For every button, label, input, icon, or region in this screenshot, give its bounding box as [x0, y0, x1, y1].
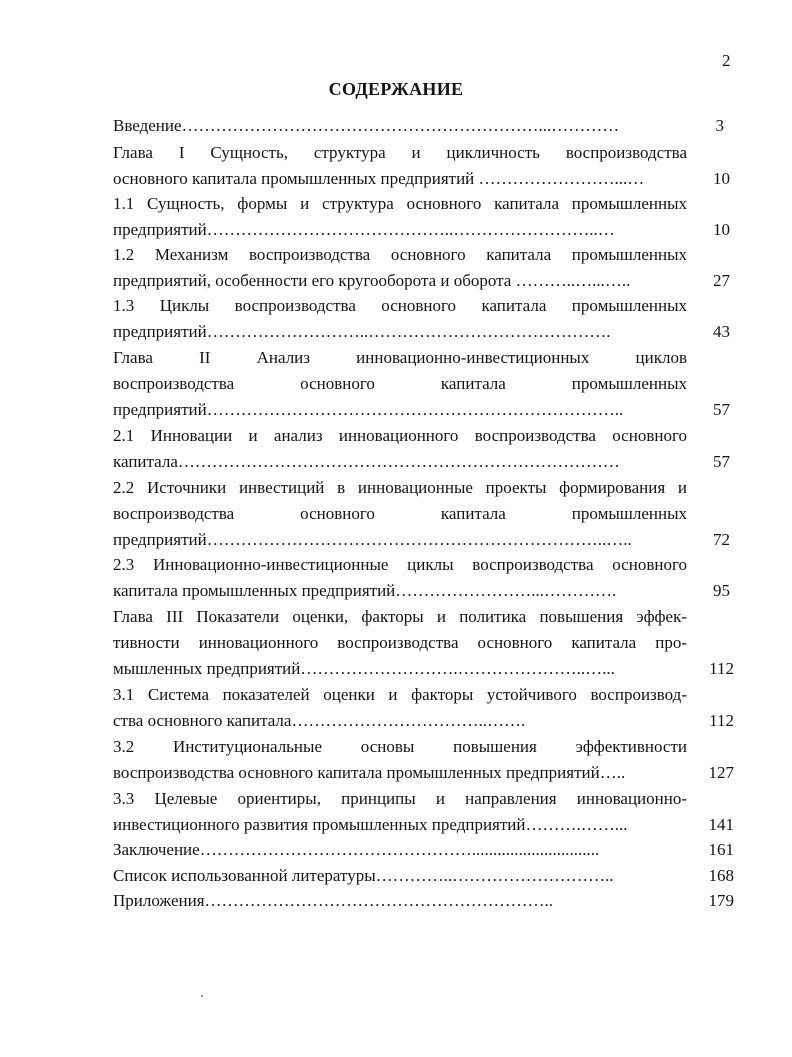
toc-entry-line: Введение………………………………………………………...………… — [113, 116, 620, 135]
toc-entry-line: предприятий……………………………………………………………..….. — [113, 530, 632, 549]
toc-entry-line: 1.1 Сущность, формы и структура основного капитала промышленных — [113, 194, 687, 213]
toc-entry-line: предприятий……………………………………..……………………..… — [113, 220, 615, 239]
toc-entry-page: 57 — [713, 452, 730, 471]
toc-entry-line: капитала…………………………………………………………………… — [113, 452, 620, 471]
toc-entry-line: Заключение………………………………………….............................. — [113, 840, 600, 859]
toc-entry-page: 3 — [715, 116, 724, 135]
toc-entry-line: предприятий, особенности его кругооборота и оборота ………..…...….. — [113, 271, 631, 290]
toc-entry-page: 127 — [708, 763, 734, 782]
toc-entry-line: Глава I Сущность, структура и цикличность воспроизводства — [113, 143, 687, 162]
toc-entry-line: 1.3 Циклы воспроизводства основного капитала промышленных — [113, 296, 687, 315]
toc-entry-line: 1.2 Механизм воспроизводства основного капитала промышленных — [113, 245, 687, 264]
toc-entry-line: воспроизводства основного капитала промышленных — [113, 374, 687, 393]
toc-entry-line: воспроизводства основного капитала промышленных — [113, 504, 687, 523]
toc-entry-line: воспроизводства основного капитала промышленных предприятий….. — [113, 763, 626, 782]
toc-entry-line: Список использованной литературы…………..……………………….. — [113, 866, 614, 885]
toc-entry-page: 43 — [713, 322, 730, 341]
toc-entry-line: основного капитала промышленных предприятий ……………………...… — [113, 169, 645, 188]
toc-entry-line: Глава III Показатели оценки, факторы и политика повышения эффек- — [113, 607, 687, 626]
toc-entry-line: мышленных предприятий……………………….…………………..…... — [113, 659, 615, 678]
toc-entry-page: 168 — [708, 866, 734, 885]
toc-entry-line: Приложения…………………………………………………….. — [113, 891, 554, 910]
page-title: СОДЕРЖАНИЕ — [328, 79, 464, 99]
toc-entry-page: 141 — [708, 815, 734, 834]
toc-entry-line: 2.2 Источники инвестиций в инновационные проекты формирования и — [113, 478, 687, 497]
toc-entry-page: 161 — [708, 840, 734, 859]
toc-entry-line: 3.2 Институциональные основы повышения эффективности — [113, 737, 687, 756]
toc-entry-line: предприятий………………………..……………………………………. — [113, 322, 611, 341]
toc-entry-page: 112 — [709, 659, 734, 678]
toc-entry-line: 2.3 Инновационно-инвестиционные циклы воспроизводства основного — [113, 555, 687, 574]
toc-entry-page: 27 — [713, 271, 730, 290]
toc-entry-page: 72 — [713, 530, 730, 549]
toc-entry-page: 57 — [713, 400, 730, 419]
toc-entry-line: капитала промышленных предприятий……………………...…………. — [113, 581, 617, 600]
toc-entry-page: 10 — [713, 169, 730, 188]
scan-speck — [201, 995, 203, 997]
toc-entry-page: 179 — [708, 891, 734, 910]
toc-entry-line: 3.1 Система показателей оценки и факторы устойчивого воспроизвод- — [113, 685, 687, 704]
toc-entry-line: предприятий……………………………………………………………….. — [113, 400, 624, 419]
toc-entry-line: тивности инновационного воспроизводства основного капитала про- — [113, 633, 687, 652]
page-number: 2 — [722, 51, 731, 70]
toc-entry-page: 112 — [709, 711, 734, 730]
toc-entry-line: 3.3 Целевые ориентиры, принципы и направления инновационно- — [113, 789, 687, 808]
toc-entry-page: 95 — [713, 581, 730, 600]
toc-entry-line: 2.1 Инновации и анализ инновационного воспроизводства основного — [113, 426, 687, 445]
toc-entry-line: инвестиционного развития промышленных предприятий……….……... — [113, 815, 628, 834]
toc-entry-line: ства основного капитала……………………………..……. — [113, 711, 526, 730]
toc-entry-page: 10 — [713, 220, 730, 239]
toc-entry-line: Глава II Анализ инновационно-инвестиционных циклов — [113, 348, 687, 367]
